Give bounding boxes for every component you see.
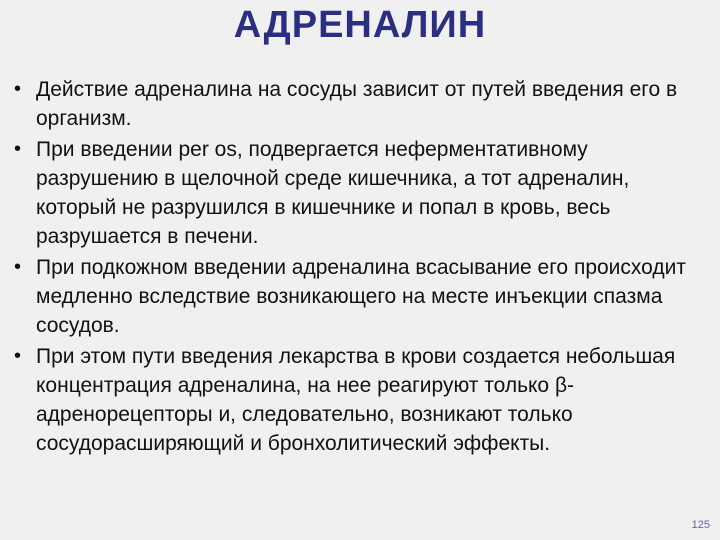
bullet-icon: • [14, 78, 22, 100]
bullet-list [14, 75, 704, 460]
bullet-icon: • [14, 256, 22, 278]
bullet-icon: • [14, 345, 22, 367]
list-item [14, 135, 704, 251]
bullet-text: При подкожном введении адреналина всасывание его происходит медленно вследствие возникающего на месте инъекции спазма сосудов. [36, 256, 686, 337]
bullet-text: При введении per os, подвергается неферментативному разрушению в щелочной среде кишечника, а тот адреналин, который не разрушился в кишечнике и попал в кровь, весь разрушается в печени. [36, 138, 630, 248]
bullet-text: Действие адреналина на сосуды зависит от путей введения его в организм. [36, 78, 678, 130]
bullet-icon: • [14, 138, 22, 160]
list-item [14, 75, 704, 133]
slide-title: АДРЕНАЛИН [233, 4, 487, 46]
list-item [14, 342, 704, 458]
bullet-text: При этом пути введения лекарства в крови создается небольшая концентрация адреналина, на нее реагируют только β-адренорецепторы и, следовательно, возникают только сосудорасширяющий и бронхолитический эффекты. [36, 345, 676, 455]
list-item [14, 253, 704, 340]
page-number: 125 [691, 519, 710, 531]
